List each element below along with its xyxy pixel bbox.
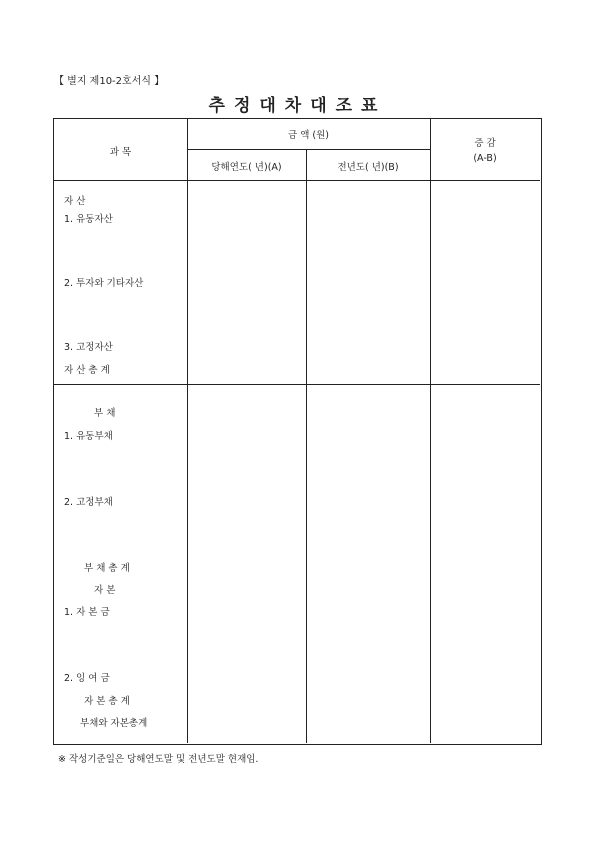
current-assets-label: 1. 유동자산 — [64, 214, 113, 225]
assets-section-label: 자 산 — [64, 196, 86, 207]
liabilities-and-capital-total-label: 부채와 자본총계 — [80, 718, 148, 729]
header-change-formula: (A-B) — [473, 153, 497, 164]
page-title: 추정대차대조표 — [208, 96, 387, 116]
form-number-label: 【 별지 제10-2호서식 】 — [54, 76, 165, 87]
assets-total-label: 자 산 총 계 — [64, 365, 110, 376]
fixed-liabilities-label: 2. 고정부채 — [64, 497, 113, 508]
current-liabilities-label: 1. 유동부채 — [64, 431, 113, 442]
assets-bottom-line — [54, 384, 540, 385]
capital-stock-label: 1. 자 본 금 — [64, 607, 110, 618]
column-divider-1 — [187, 119, 188, 743]
header-bottom-line — [54, 180, 540, 181]
footnote: ※ 작성기준일은 당해연도말 및 전년도말 현재임. — [58, 754, 259, 765]
header-amount: 금 액 (원) — [288, 130, 329, 141]
capital-total-label: 자 본 총 계 — [84, 696, 130, 707]
balance-sheet-table — [53, 118, 542, 745]
column-divider-3 — [430, 119, 431, 743]
liabilities-total-label: 부 채 총 계 — [84, 563, 130, 574]
liabilities-section-label: 부 채 — [94, 408, 116, 419]
fixed-assets-label: 3. 고정자산 — [64, 342, 113, 353]
capital-section-label: 자 본 — [94, 585, 116, 596]
header-prior-year: 전년도( 년)(B) — [337, 162, 399, 173]
header-subdivider — [187, 149, 430, 150]
investment-assets-label: 2. 투자와 기타자산 — [64, 278, 144, 289]
surplus-label: 2. 잉 여 금 — [64, 673, 110, 684]
header-account: 과 목 — [109, 147, 132, 158]
column-divider-2 — [306, 149, 307, 743]
header-current-year: 당해연도( 년)(A) — [211, 162, 282, 173]
header-change: 증 감 — [474, 138, 496, 149]
